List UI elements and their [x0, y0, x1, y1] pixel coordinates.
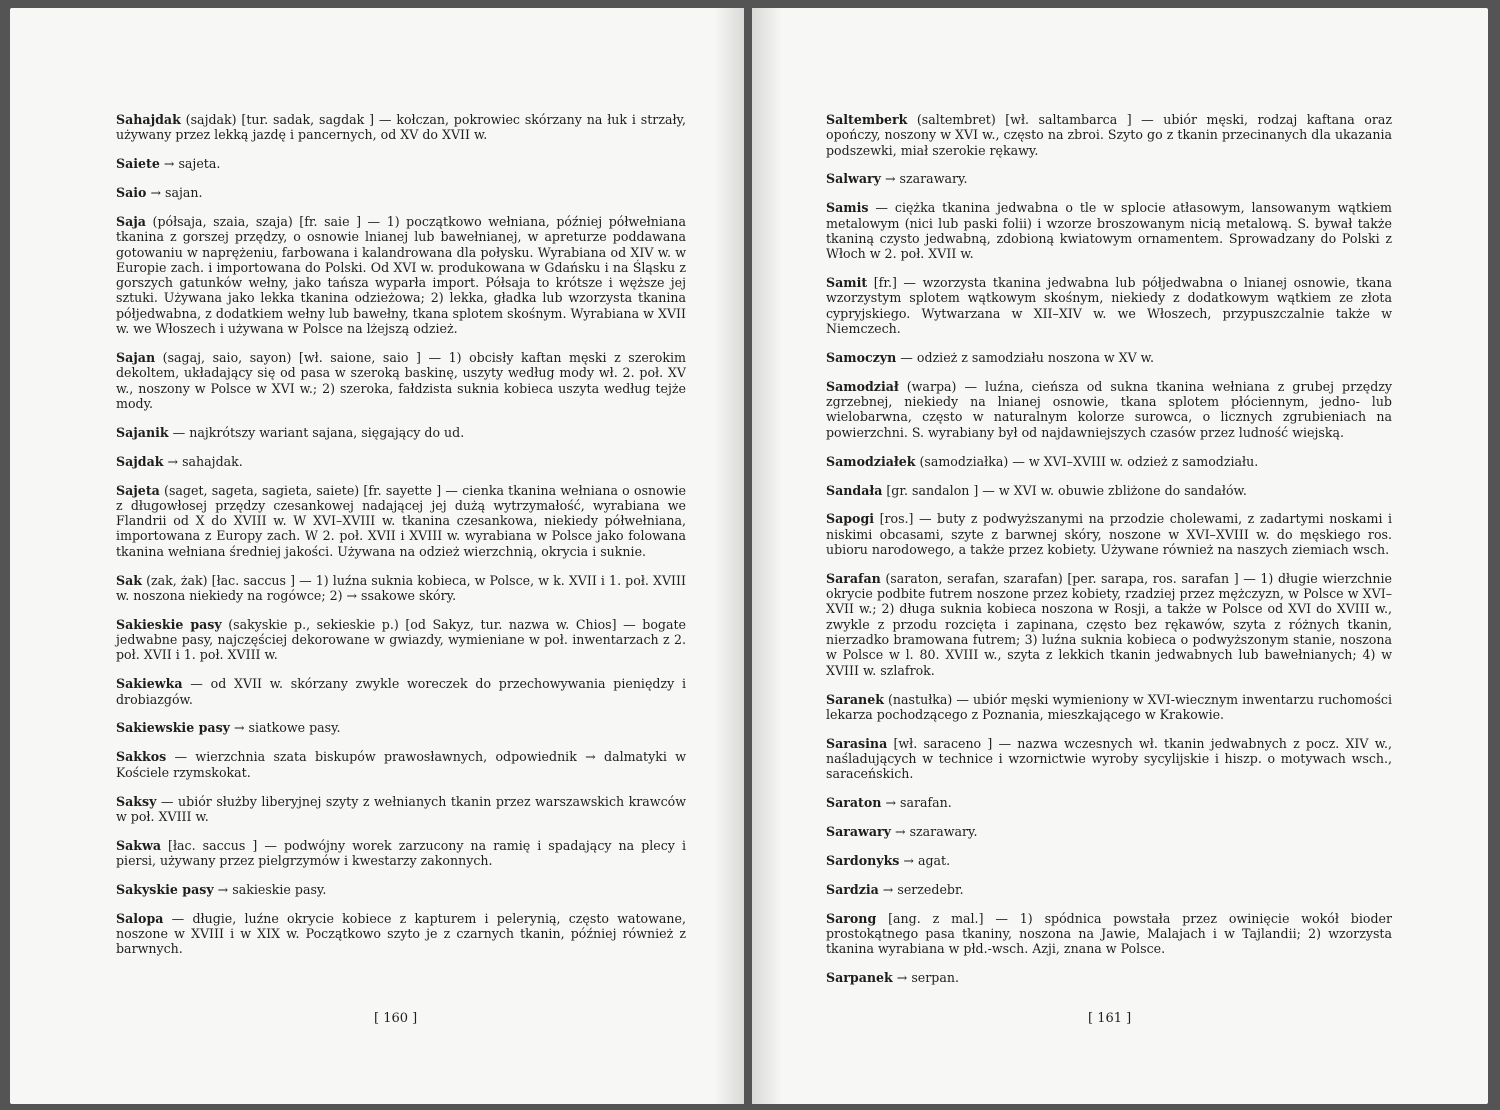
entry-headword: Sarong	[826, 910, 877, 926]
entry-headword: Saiete	[116, 156, 160, 172]
entry-headword: Samoczyn	[826, 349, 897, 365]
entry-headword: Sakieskie pasy	[116, 616, 222, 632]
entry-text: → sakieskie pasy.	[213, 881, 327, 897]
entry-text: (saget, sageta, sagieta, saiete) [fr. sayette ] — cienka tkanina wełniana o osnowie z długowłosej przędzy czesankowej nadającej jej dużą wytrzymałość, wyrabiana we Flandrii od X do XVIII w. W XVI–XVIII w. tkanina czesankowa, niekiedy półwełniana, importowana z Europy zach. W 2. poł. XVII i XVIII w. wyrabiana w Polsce jako folowana tkanina wełniana średniej jakości. Używana na odzież wierzchnią, okrycia i suknie.	[116, 482, 686, 559]
entry-headword: Sarawary	[826, 824, 892, 840]
dictionary-entry	[826, 853, 1392, 868]
entry-text: — ubiór służby liberyjnej szyty z wełnianych tkanin przez warszawskich krawców w poł. XVIII w.	[116, 793, 686, 824]
dictionary-entry	[826, 511, 1392, 557]
entry-text: — ciężka tkanina jedwabna o tle w splocie atłasowym, lansowanym wątkiem metalowym (nici lub paski folii) i wzorze broszowanym nicią metalową. S. bywał także tkaniną czysto jedwabną, zdobioną kwiatowym ornamentem. Sprowadzany do Polski z Włoch w 2. poł. XVII w.	[826, 200, 1392, 262]
entry-text: → sajeta.	[159, 156, 221, 172]
entry-headword: Sahajdak	[116, 112, 181, 127]
dictionary-entry	[826, 824, 1392, 839]
dictionary-entry	[116, 483, 686, 559]
entry-headword: Saio	[116, 185, 147, 201]
dictionary-entry	[826, 483, 1392, 498]
dictionary-entry	[116, 838, 686, 869]
dictionary-entry	[116, 214, 686, 336]
entry-text: → serpan.	[892, 970, 959, 986]
entry-text: (nastułka) — ubiór męski wymieniony w XVI-wiecznym inwentarzu ruchomości lekarza pochodzącego z Poznania, mieszkającego w Krakowie.	[826, 691, 1392, 722]
entry-headword: Saltemberk	[826, 112, 908, 127]
dictionary-entry	[826, 379, 1392, 440]
entry-headword: Samis	[826, 200, 869, 216]
dictionary-entry	[116, 112, 686, 143]
entry-text: (zak, żak) [łac. saccus ] — 1) luźna suknia kobieca, w Polsce, w k. XVII i 1. poł. XVIII w. noszona niekiedy na rogówce; 2) → ssakowe skóry.	[116, 572, 686, 603]
dictionary-entry	[116, 156, 686, 171]
dictionary-entry	[116, 185, 686, 200]
entry-text: [gr. sandalon ] — w XVI w. obuwie zbliżone do sandałów.	[882, 482, 1247, 498]
entry-headword: Sandała	[826, 482, 883, 498]
gutter-shadow	[752, 8, 782, 1104]
dictionary-entry	[116, 425, 686, 440]
entry-text: → szarawary.	[881, 171, 968, 187]
entry-text: → szarawary.	[891, 824, 978, 840]
dictionary-entry	[826, 171, 1392, 186]
entry-text: (samodziałka) — w XVI–XVIII w. odzież z samodziału.	[915, 453, 1259, 469]
entry-headword: Sajeta	[116, 482, 160, 498]
dictionary-entry	[116, 911, 686, 957]
entry-headword: Sajdak	[116, 453, 164, 469]
entry-headword: Sarafan	[826, 570, 881, 586]
entry-text: → serzedebr.	[878, 881, 964, 897]
entry-headword: Samodziałek	[826, 453, 916, 469]
dictionary-entry	[826, 275, 1392, 336]
dictionary-entry	[116, 454, 686, 469]
entry-text: — odzież z samodziału noszona w XV w.	[896, 349, 1154, 365]
dictionary-entry	[826, 795, 1392, 810]
entry-headword: Sardzia	[826, 881, 879, 897]
dictionary-entry	[826, 736, 1392, 782]
entry-headword: Sakkos	[116, 749, 167, 765]
entry-headword: Saraton	[826, 795, 882, 811]
gutter-shadow	[714, 8, 744, 1104]
dictionary-entry	[826, 350, 1392, 365]
entry-text: — od XVII w. skórzany zwykle woreczek do przechowywania pieniędzy i drobiazgów.	[116, 676, 686, 707]
dictionary-entry	[826, 112, 1392, 158]
entry-text: [fr.] — wzorzysta tkanina jedwabna lub półjedwabna o lnianej osnowie, tkana wzorzystym splotem wątkowym skośnym, niekiedy z dodatkowym wątkiem ze złota cypryjskiego. Wytwarzana w XII–XIV w. we Włoszech, przypuszczalnie także w Niemczech.	[826, 275, 1392, 337]
left-page	[10, 8, 744, 1104]
entry-text: → agat.	[899, 853, 951, 868]
dictionary-entry	[116, 794, 686, 825]
dictionary-entry	[826, 911, 1392, 957]
entry-text: → siatkowe pasy.	[230, 720, 341, 736]
entry-text: [wł. saraceno ] — nazwa wczesnych wł. tkanin jedwabnych z pocz. XIV w., naśladujących w technice i wzornictwie wyroby sycylijskie i hiszp. o motywach wsch., saraceńskich.	[826, 735, 1392, 782]
entry-text: (warpa) — luźna, cieńsza od sukna tkanina wełniana z grubej przędzy zgrzebnej, niekiedy na lnianej osnowie, tkana splotem płóciennym, jedno- lub wielobarwna, często w naturalnym kolorze surowca, o licznych zgrubieniach na powierzchni. S. wyrabiany był od najdawniejszych czasów przez ludność wiejską.	[826, 378, 1392, 440]
right-page	[752, 8, 1488, 1104]
entry-headword: Sarasina	[826, 735, 888, 751]
entry-text: (sakyskie p., sekieskie p.) [od Sakyz, tur. nazwa w. Chios] — bogate jedwabne pasy, najczęściej dekorowane w gwiazdy, wymieniane w poł. inwentarzach z 2. poł. XVII i 1. poł. XVIII w.	[116, 616, 686, 663]
entry-text: (saraton, serafan, szarafan) [per. sarapa, ros. sarafan ] — 1) długie wierzchnie okrycie podbite futrem noszone przez kobiety, rzadziej przez mężczyzn, w Polsce w XVI–XVII w.; 2) długa suknia kobieca noszona w Rosji, a także w Polsce od XVI do XVIII w., zwykle z przodu rozcięta i zapinana, często bez rękawów, szyta z różnych tkanin, nierzadko bramowana futrem; 3) luźna suknia kobieca o podwyższonym stanie, noszona w Polsce w l. 80. XVIII w., szyta z lekkich tkanin jedwabnych lub bawełnianych; 4) w XVIII w. szlafrok.	[826, 570, 1392, 678]
dictionary-entry	[826, 882, 1392, 897]
entry-headword: Saja	[116, 213, 146, 229]
entry-text: (sajdak) [tur. sadak, sagdak ] — kołczan, pokrowiec skórzany na łuk i strzały, używany przez lekką jazdę i pancernych, od XV do XVII w.	[116, 112, 686, 143]
entry-text: — długie, luźne okrycie kobiece z kapturem i pelerynią, często watowane, noszone w XVIII i w XIX w. Początkowo szyto je z czarnych tkanin, później również z barwnych.	[116, 910, 686, 957]
entry-text: (półsaja, szaia, szaja) [fr. saie ] — 1) początkowo wełniana, później półwełniana tkanina z gorszej przędzy, o osnowie lnianej lub bawełnianej, w apreturze poddawana gotowaniu w naprężeniu, farbowana i kalandrowana dla połysku. Wyrabiana od XIV w. w Europie zach. i importowana do Polski. Od XVI w. produkowana w Gdańsku i na Śląsku z gorszych gatunków wełny, jako tańsza wyparła import. Półsaja to krótsze i węższe jej sztuki. Używana jako lekka tkanina odzieżowa; 2) lekka, gładka lub wzorzysta tkanina półjedwabna, z dodatkiem wełny lub bawełny, tkana splotem skośnym. Wyrabiana w XVII w. we Włoszech i używana w Polsce na lżejszą odzież.	[116, 213, 686, 337]
entry-text: — najkrótszy wariant sajana, sięgający do ud.	[168, 424, 465, 440]
entry-text: → sahajdak.	[163, 453, 243, 469]
entry-headword: Sakiewskie pasy	[116, 720, 230, 736]
dictionary-entry	[826, 571, 1392, 678]
dictionary-entry	[116, 720, 686, 735]
entry-text: [ros.] — buty z podwyższanymi na przodzie cholewami, z zadartymi noskami i niskimi obcasami, szyte z barwnej skóry, noszone w XVI–XVIII w. do męskiego ros. ubioru narodowego, a także przez kobiety. Używane również na naszych ziemiach wsch.	[826, 511, 1392, 557]
dictionary-entry	[116, 749, 686, 780]
entry-text: (sagaj, saio, sayon) [wł. saione, saio ] — 1) obcisły kaftan męski z szerokim dekoltem, układający się od pasa w szeroką baskinę, uszyty według mody wł. 2. poł. XV w., noszony w Polsce w XVI w.; 2) szeroka, fałdzista suknia kobieca uszyta według tejże mody.	[116, 349, 686, 411]
dictionary-entry	[116, 350, 686, 411]
entry-headword: Sakyskie pasy	[116, 881, 214, 897]
entry-headword: Saksy	[116, 793, 157, 809]
dictionary-column-right	[826, 112, 1392, 999]
dictionary-entry	[826, 200, 1392, 261]
entry-headword: Samit	[826, 275, 868, 291]
entry-headword: Sajanik	[116, 424, 169, 440]
entry-text: — wierzchnia szata biskupów prawosławnych, odpowiednik → dalmatyki w Kościele rzymskokat.	[116, 749, 686, 780]
entry-headword: Sakiewka	[116, 676, 183, 692]
entry-headword: Salopa	[116, 910, 164, 926]
entry-headword: Salwary	[826, 171, 881, 187]
entry-text: → sajan.	[146, 185, 203, 201]
entry-headword: Saranek	[826, 691, 884, 707]
dictionary-column-left	[116, 112, 686, 970]
page-number: [ 161 ]	[1088, 1011, 1132, 1026]
entry-headword: Sardonyks	[826, 853, 900, 868]
entry-headword: Sakwa	[116, 837, 161, 853]
entry-headword: Samodział	[826, 378, 899, 394]
entry-headword: Sapogi	[826, 511, 875, 527]
dictionary-entry	[826, 454, 1392, 469]
dictionary-entry	[116, 573, 686, 604]
entry-text: [ang. z mal.] — 1) spódnica powstała przez owinięcie wokół bioder prostokątnego pasa tkaniny, noszona na Jawie, Malajach i w Tajlandii; 2) wzorzysta tkanina wyrabiana w płd.-wsch. Azji, znana w Polsce.	[826, 910, 1392, 957]
dictionary-entry	[116, 882, 686, 897]
dictionary-entry	[116, 676, 686, 707]
entry-text: → sarafan.	[881, 795, 952, 811]
dictionary-entry	[826, 692, 1392, 723]
dictionary-entry	[116, 617, 686, 663]
entry-text: [łac. saccus ] — podwójny worek zarzucony na ramię i spadający na plecy i piersi, używany przez pielgrzymów i kwestarzy zakonnych.	[116, 837, 686, 868]
entry-headword: Sajan	[116, 349, 156, 365]
entry-text: (saltembret) [wł. saltambarca ] — ubiór męski, rodzaj kaftana oraz opończy, noszony w XVI w., często na zbroi. Szyto go z tkanin przecinanych dla ukazania podszewki, miał szerokie rękawy.	[826, 112, 1392, 158]
dictionary-entry	[826, 970, 1392, 985]
entry-headword: Sarpanek	[826, 970, 893, 986]
page-number: [ 160 ]	[374, 1011, 418, 1026]
entry-headword: Sak	[116, 572, 142, 588]
